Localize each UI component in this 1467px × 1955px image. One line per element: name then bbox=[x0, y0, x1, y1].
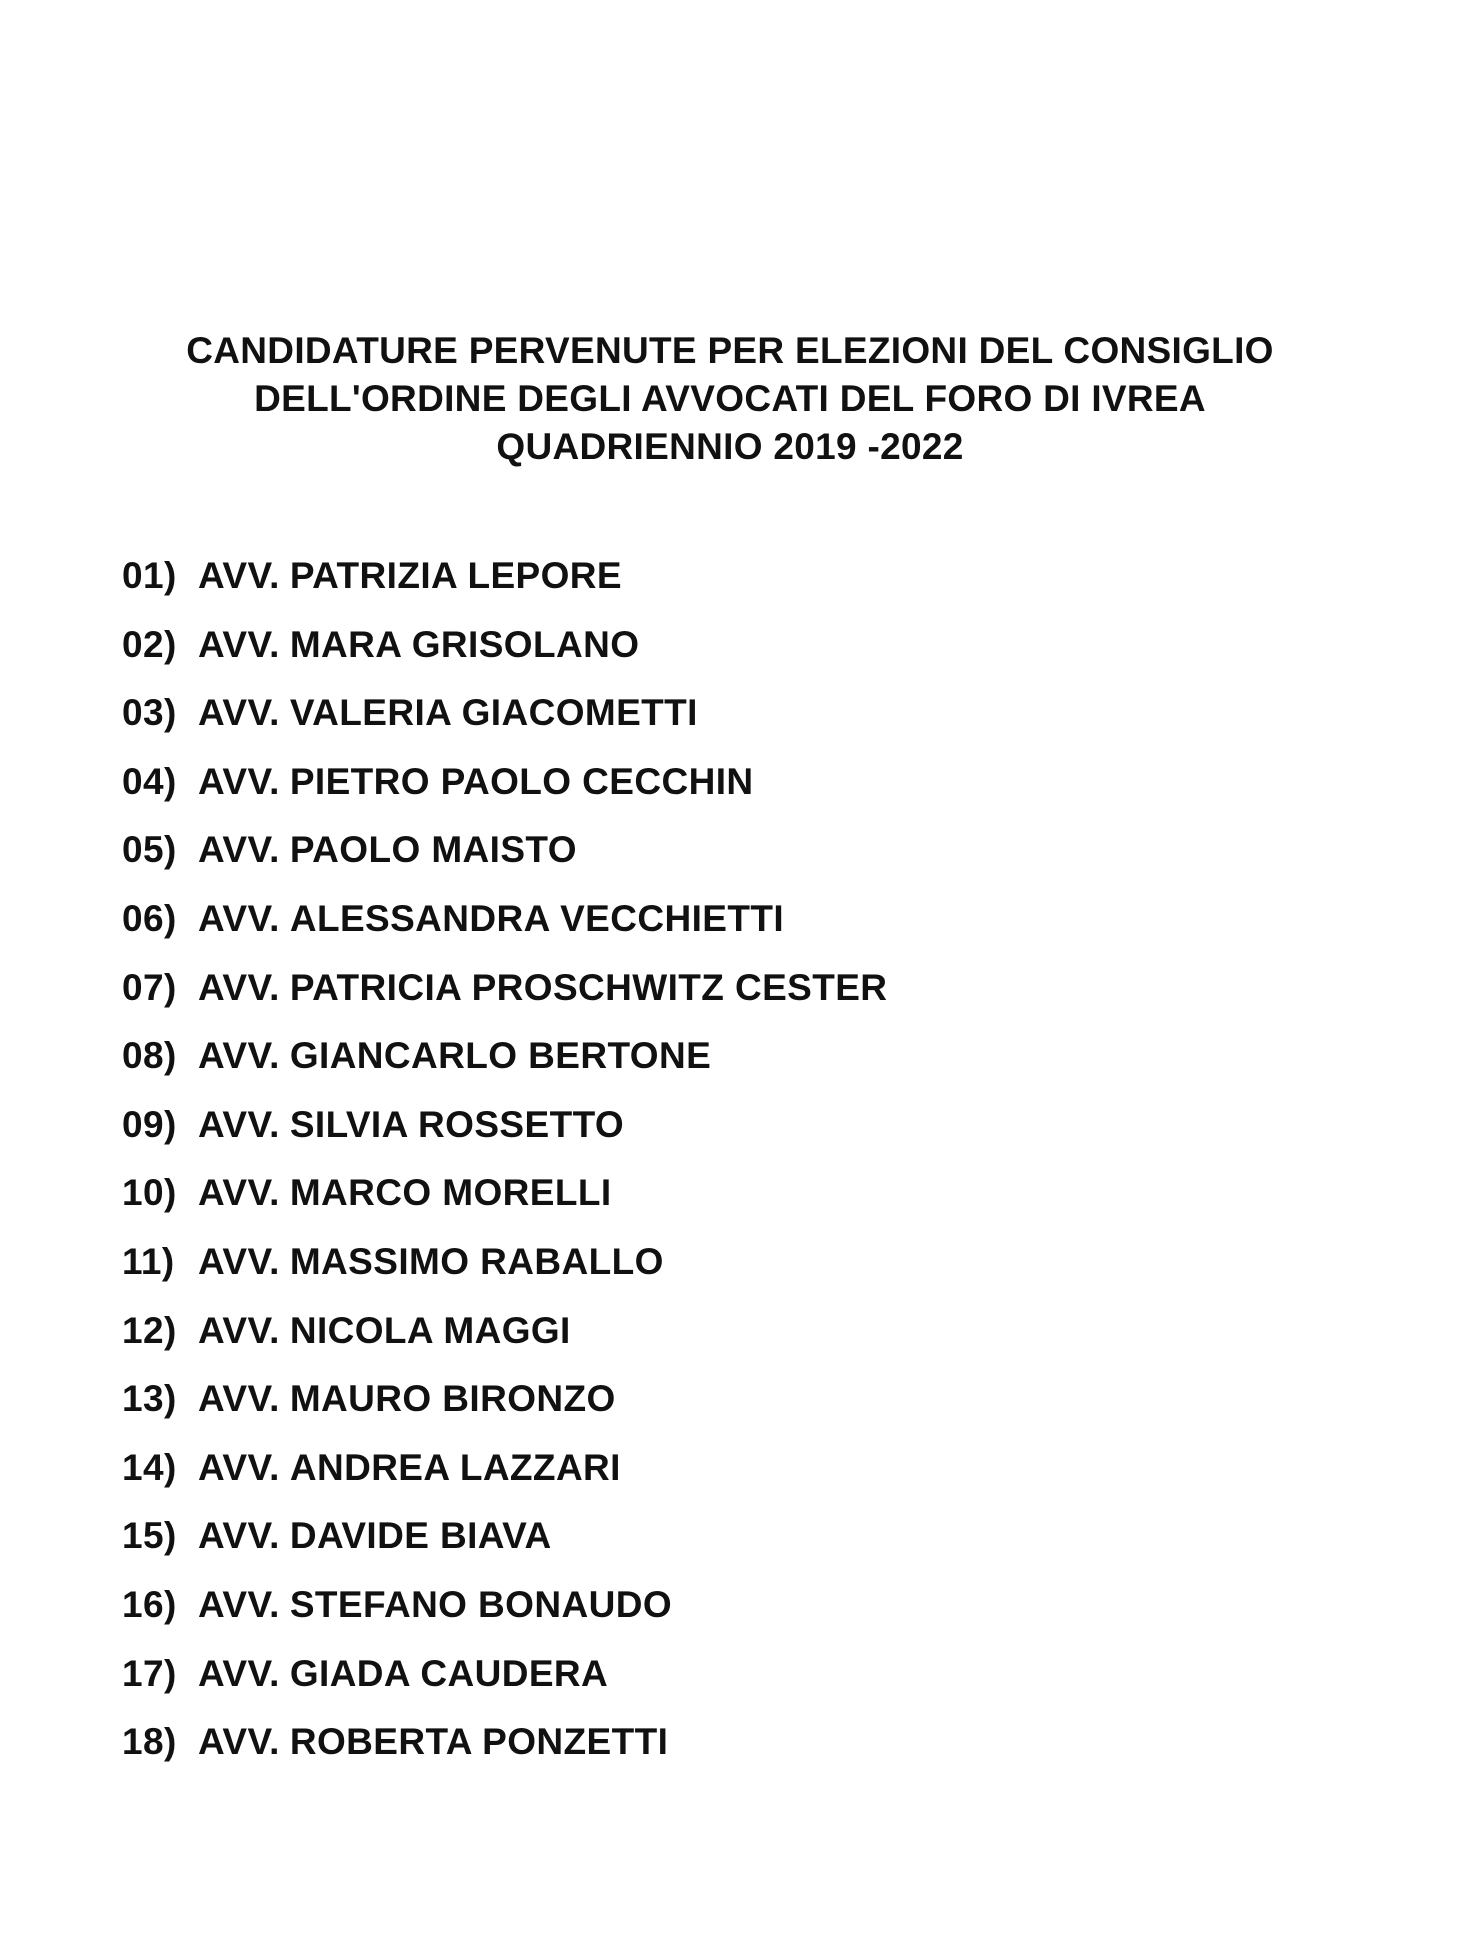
candidate-name: ANDREA LAZZARI bbox=[289, 1446, 621, 1488]
candidate-item bbox=[122, 758, 887, 827]
candidate-number: 16) bbox=[122, 1583, 177, 1625]
candidate-number: 03) bbox=[122, 692, 177, 734]
candidate-item bbox=[122, 1375, 887, 1444]
candidate-name: NICOLA MAGGI bbox=[289, 1309, 571, 1351]
candidate-title-prefix: AVV. bbox=[198, 1583, 280, 1625]
candidate-item bbox=[122, 1032, 887, 1101]
candidate-number: 14) bbox=[122, 1446, 177, 1488]
candidate-name: PAOLO MAISTO bbox=[289, 829, 577, 871]
document-title bbox=[0, 327, 1460, 471]
candidate-item bbox=[122, 689, 887, 758]
candidate-item bbox=[122, 1650, 887, 1719]
candidate-number: 01) bbox=[122, 555, 177, 596]
candidate-number: 10) bbox=[122, 1172, 177, 1214]
candidate-number: 08) bbox=[122, 1035, 177, 1077]
candidate-number: 15) bbox=[122, 1515, 177, 1557]
candidate-name: MARCO MORELLI bbox=[289, 1172, 612, 1214]
candidate-number: 07) bbox=[122, 966, 177, 1008]
candidate-item bbox=[122, 1718, 887, 1787]
candidate-item bbox=[122, 1581, 887, 1650]
candidate-title-prefix: AVV. bbox=[198, 1446, 280, 1488]
candidate-name: ROBERTA PONZETTI bbox=[289, 1721, 669, 1763]
candidate-name: GIANCARLO BERTONE bbox=[289, 1035, 712, 1077]
candidate-item bbox=[122, 826, 887, 895]
candidate-name: STEFANO BONAUDO bbox=[289, 1583, 673, 1625]
candidate-title-prefix: AVV. bbox=[198, 966, 280, 1008]
candidate-number: 02) bbox=[122, 623, 177, 665]
candidate-title-prefix: AVV. bbox=[198, 623, 280, 665]
candidate-title-prefix: AVV. bbox=[198, 1035, 280, 1077]
candidate-name: PIETRO PAOLO CECCHIN bbox=[289, 760, 754, 802]
candidate-name: MASSIMO RABALLO bbox=[289, 1240, 664, 1282]
candidate-title-prefix: AVV. bbox=[198, 760, 280, 802]
candidate-title-prefix: AVV. bbox=[198, 692, 280, 734]
candidate-name: DAVIDE BIAVA bbox=[289, 1515, 552, 1557]
candidate-number: 05) bbox=[122, 829, 177, 871]
candidate-item bbox=[122, 1169, 887, 1238]
candidate-number: 04) bbox=[122, 760, 177, 802]
candidate-number: 11) bbox=[122, 1240, 175, 1282]
candidate-name: PATRICIA PROSCHWITZ CESTER bbox=[289, 966, 888, 1008]
candidate-title-prefix: AVV. bbox=[198, 1172, 280, 1214]
candidate-number: 12) bbox=[122, 1309, 177, 1351]
candidate-number: 13) bbox=[122, 1378, 177, 1420]
title-line-2: DELL'ORDINE DEGLI AVVOCATI DEL FORO DI IVREA bbox=[254, 378, 1206, 419]
candidate-item bbox=[122, 1512, 887, 1581]
candidate-name: VALERIA GIACOMETTI bbox=[289, 692, 698, 734]
candidate-number: 17) bbox=[122, 1652, 177, 1694]
candidate-item bbox=[122, 1307, 887, 1376]
candidate-item bbox=[122, 964, 887, 1033]
candidate-title-prefix: AVV. bbox=[198, 1652, 280, 1694]
candidate-title-prefix: AVV. bbox=[198, 1515, 280, 1557]
candidate-list bbox=[122, 552, 887, 1787]
candidate-number: 09) bbox=[122, 1103, 177, 1145]
candidate-title-prefix: AVV. bbox=[198, 1240, 280, 1282]
title-line-3: QUADRIENNIO 2019 -2022 bbox=[496, 426, 964, 467]
candidate-title-prefix: AVV. bbox=[198, 829, 280, 871]
candidate-title-prefix: AVV. bbox=[198, 1721, 280, 1763]
candidate-number: 06) bbox=[122, 897, 177, 939]
candidate-title-prefix: AVV. bbox=[198, 1378, 280, 1420]
candidate-title-prefix: AVV. bbox=[198, 1309, 280, 1351]
candidate-number: 18) bbox=[122, 1721, 177, 1763]
candidate-item bbox=[122, 552, 887, 621]
candidate-name: GIADA CAUDERA bbox=[289, 1652, 609, 1694]
candidate-item bbox=[122, 895, 887, 964]
candidate-item bbox=[122, 1101, 887, 1170]
candidate-item bbox=[122, 1444, 887, 1513]
candidate-name: MARA GRISOLANO bbox=[289, 623, 640, 665]
candidate-item bbox=[122, 621, 887, 690]
candidate-title-prefix: AVV. bbox=[198, 897, 280, 939]
candidate-name: ALESSANDRA VECCHIETTI bbox=[289, 897, 785, 939]
candidate-title-prefix: AVV. bbox=[198, 1103, 280, 1145]
candidate-name: PATRIZIA LEPORE bbox=[289, 555, 622, 596]
title-line-1: CANDIDATURE PERVENUTE PER ELEZIONI DEL CONSIGLIO bbox=[186, 330, 1274, 371]
candidate-title-prefix: AVV. bbox=[198, 555, 280, 596]
candidate-name: MAURO BIRONZO bbox=[289, 1378, 616, 1420]
candidate-item bbox=[122, 1238, 887, 1307]
candidate-name: SILVIA ROSSETTO bbox=[289, 1103, 625, 1145]
